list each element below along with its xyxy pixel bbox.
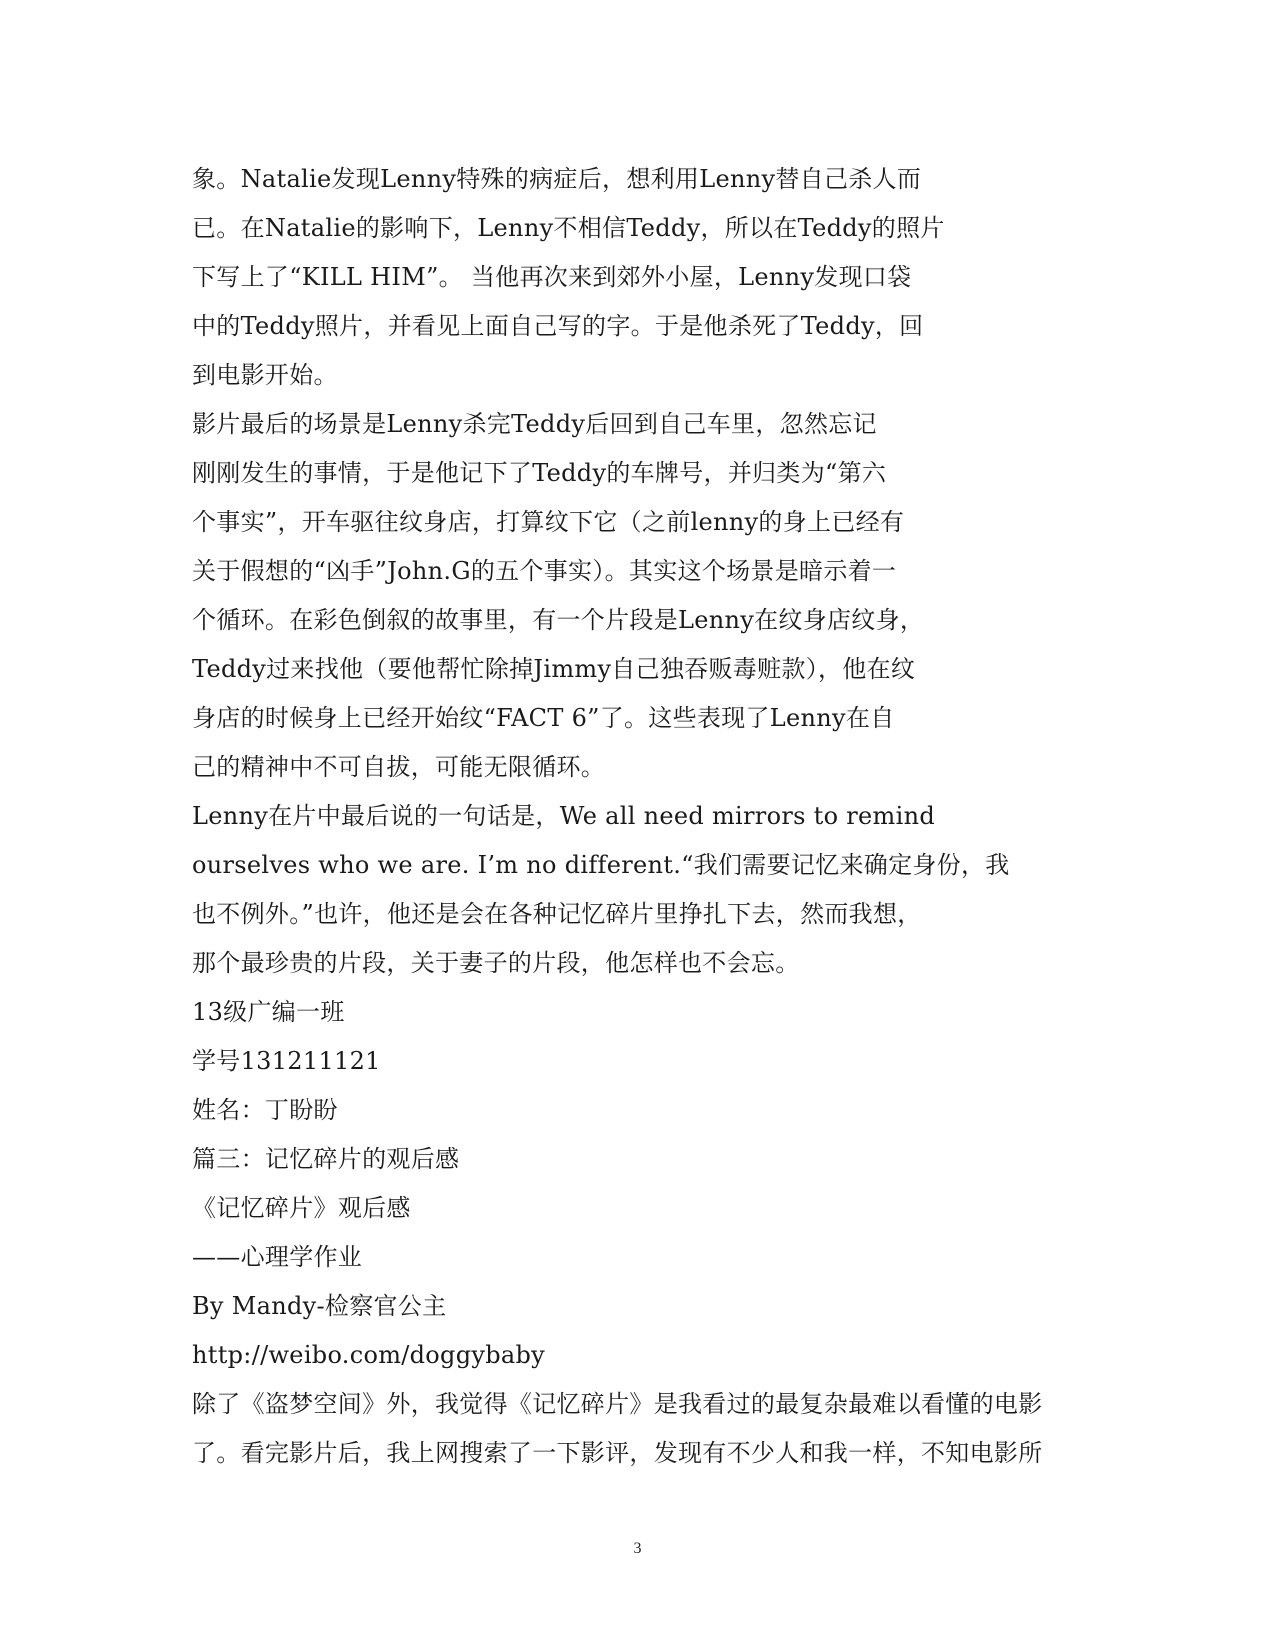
section-heading: 篇三：记忆碎片的观后感 xyxy=(192,1145,460,1173)
body-line: 除了《盗梦空间》外，我觉得《记忆碎片》是我看过的最复杂最难以看懂的电影 xyxy=(192,1390,1043,1418)
body-line: 个事实”，开车驱往纹身店，打算纹下它（之前lenny的身上已经有 xyxy=(192,508,905,536)
body-line: 关于假想的“凶手”John.G的五个事实）。其实这个场景是暗示着一 xyxy=(192,557,897,585)
body-line: 已。在Natalie的影响下，Lenny不相信Teddy，所以在Teddy的照片 xyxy=(192,214,945,242)
document-body xyxy=(192,155,1092,1478)
body-line: 象。Natalie发现Lenny特殊的病症后，想利用Lenny替自己杀人而 xyxy=(192,165,922,193)
body-line: Lenny在片中最后说的一句话是，We all need mirrors to remind xyxy=(192,802,935,830)
article-title: 《记忆碎片》观后感 xyxy=(192,1194,411,1222)
body-line: 了。看完影片后，我上网搜索了一下影评，发现有不少人和我一样，不知电影所 xyxy=(192,1439,1043,1467)
student-id: 学号131211121 xyxy=(192,1047,381,1075)
body-line: 刚刚发生的事情，于是他记下了Teddy的车牌号，并归类为“第六 xyxy=(192,459,887,487)
body-line: 也不例外。”也许，他还是会在各种记忆碎片里挣扎下去，然而我想， xyxy=(192,900,922,928)
author-url: http://weibo.com/doggybaby xyxy=(192,1341,546,1369)
page-number: 3 xyxy=(633,1540,642,1557)
student-name: 姓名：丁盼盼 xyxy=(192,1096,338,1124)
body-line: 中的Teddy照片，并看见上面自己写的字。于是他杀死了Teddy，回 xyxy=(192,312,924,340)
body-line: 个循环。在彩色倒叙的故事里，有一个片段是Lenny在纹身店纹身， xyxy=(192,606,925,634)
body-line: 下写上了“KILL HIM”。 当他再次来到郊外小屋，Lenny发现口袋 xyxy=(192,263,912,291)
class-info: 13级广编一班 xyxy=(192,998,345,1026)
body-line: 到电影开始。 xyxy=(192,361,338,389)
author-byline: By Mandy-检察官公主 xyxy=(192,1292,447,1320)
article-subtitle: ——心理学作业 xyxy=(192,1243,363,1271)
body-line: Teddy过来找他（要他帮忙除掉Jimmy自己独吞贩毒赃款），他在纹 xyxy=(192,655,916,683)
body-line: 己的精神中不可自拔，可能无限循环。 xyxy=(192,753,606,781)
body-line: 身店的时候身上已经开始纹“FACT 6”了。这些表现了Lenny在自 xyxy=(192,704,895,732)
body-line: ourselves who we are. I’m no different.“我们需要记忆来确定身份，我 xyxy=(192,851,1010,879)
body-line: 影片最后的场景是Lenny杀完Teddy后回到自己车里，忽然忘记 xyxy=(192,410,877,438)
body-line: 那个最珍贵的片段，关于妻子的片段，他怎样也不会忘。 xyxy=(192,949,800,977)
